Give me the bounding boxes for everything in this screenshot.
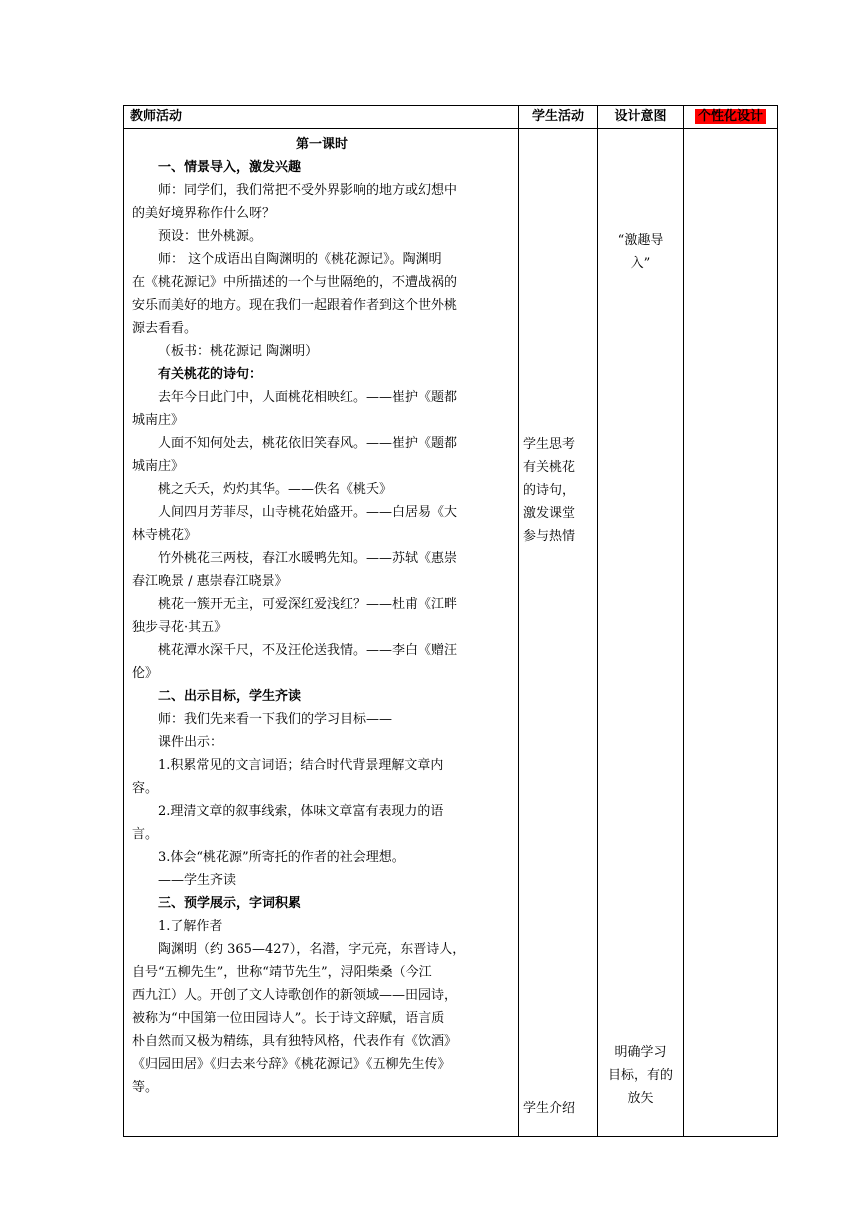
section3-title: 三、预学展示，字词积累	[158, 896, 302, 911]
lesson-plan-table	[123, 105, 778, 1137]
header-personal-design: 个性化设计	[695, 109, 766, 124]
poem-line: 人间四月芳菲尽，山寺桃花始盛开。——白居易《大	[158, 505, 458, 520]
intent-note-line: 目标，有的	[607, 1068, 673, 1083]
goal-line: 1.积累常见的文言词语；结合时代背景理解文章内	[158, 758, 444, 773]
student-note-2: 学生介绍	[523, 1101, 576, 1116]
student-note-1	[523, 433, 597, 548]
intent-note-2	[598, 1041, 683, 1110]
text-line: 在《桃花源记》中所描述的一个与世隔绝的，不遭战祸的	[132, 275, 458, 290]
text-line: 1.了解作者	[158, 919, 223, 934]
poem-line: 城南庄》	[132, 413, 185, 428]
student-note-line: 有关桃花	[523, 460, 576, 475]
design-intent-cell	[598, 129, 684, 1137]
poems-title: 有关桃花的诗句：	[158, 367, 263, 382]
poem-line: 桃之夭夭，灼灼其华。——佚名《桃夭》	[158, 482, 393, 497]
header-personal-design-cell	[684, 106, 778, 129]
intent-note-line: 明确学习	[614, 1045, 667, 1060]
author-line: 《归园田居》《归去来兮辞》《桃花源记》《五柳先生传》	[132, 1057, 451, 1072]
poem-line: 桃花一簇开无主，可爱深红爱浅红？——杜甫《江畔	[158, 597, 458, 612]
text-line: 师：同学们，我们常把不受外界影响的地方或幻想中	[158, 183, 458, 198]
author-line: 自号“五柳先生”，世称“靖节先生”，浔阳柴桑（今江	[132, 965, 432, 980]
text-line: 源去看看。	[132, 321, 198, 336]
author-line: 朴自然而又极为精练，具有独特风格，代表作有《饮酒》	[132, 1034, 458, 1049]
student-note-line: 学生思考	[523, 437, 576, 452]
intent-note-line: 入”	[630, 256, 651, 271]
header-student-activity: 学生活动	[519, 106, 598, 129]
poem-line: 桃花潭水深千尺，不及汪伦送我情。——李白《赠汪	[158, 643, 458, 658]
poem-line: 林寺桃花》	[132, 528, 198, 543]
goal-line: 2.理清文章的叙事线索，体味文章富有表现力的语	[158, 804, 444, 819]
text-line: 的美好境界称作什么呀？	[132, 206, 276, 221]
text-line: 师：我们先来看一下我们的学习目标——	[158, 712, 393, 727]
goal-line: 3.体会“桃花源”所寄托的作者的社会理想。	[158, 850, 405, 865]
board-note: （板书：桃花源记 陶渊明）	[158, 344, 319, 359]
text-line: 安乐而美好的地方。现在我们一起跟着作者到这个世外桃	[132, 298, 458, 313]
table-body-row	[124, 129, 778, 1137]
poem-line: 独步寻花·其五》	[132, 620, 228, 635]
personal-design-cell	[684, 129, 778, 1137]
table-header-row	[124, 106, 778, 129]
intent-note-line: “激趣导	[617, 233, 664, 248]
author-line: 等。	[132, 1080, 159, 1095]
goal-line: 容。	[132, 781, 159, 796]
student-note-line: 的诗句，	[523, 483, 576, 498]
lesson-title: 第一课时	[295, 137, 348, 152]
header-design-intent: 设计意图	[598, 106, 684, 129]
intent-note-1	[598, 229, 683, 275]
header-teacher-activity: 教师活动	[124, 106, 519, 129]
poem-line: 人面不知何处去，桃花依旧笑春风。——崔护《题都	[158, 436, 458, 451]
intent-note-line: 放矢	[627, 1091, 654, 1106]
author-line: 西九江）人。开创了文人诗歌创作的新领域——田园诗，	[132, 988, 458, 1003]
author-line: 被称为“中国第一位田园诗人”。长于诗文辞赋，语言质	[132, 1011, 445, 1026]
author-line: 陶渊明（约 365—427），名潜，字元亮，东晋诗人，	[158, 942, 466, 957]
student-note-line: 激发课堂	[523, 506, 576, 521]
student-note-line: 参与热情	[523, 529, 576, 544]
section1-title: 一、情景导入，激发兴趣	[158, 160, 302, 175]
poem-line: 春江晚景 / 惠崇春江晓景》	[132, 574, 288, 589]
poem-line: 去年今日此门中，人面桃花相映红。——崔护《题都	[158, 390, 458, 405]
text-line: ——学生齐读	[158, 873, 237, 888]
teacher-activity-cell	[124, 129, 519, 1137]
poem-line: 竹外桃花三两枝，春江水暖鸭先知。——苏轼《惠崇	[158, 551, 458, 566]
text-line: 师： 这个成语出自陶渊明的《桃花源记》。陶渊明	[158, 252, 442, 267]
text-line: 预设：世外桃源。	[158, 229, 263, 244]
poem-line: 城南庄》	[132, 459, 185, 474]
student-activity-cell	[519, 129, 598, 1137]
poem-line: 伦》	[132, 666, 159, 681]
text-line: 课件出示：	[158, 735, 224, 750]
goal-line: 言。	[132, 827, 159, 842]
section2-title: 二、出示目标，学生齐读	[158, 689, 302, 704]
